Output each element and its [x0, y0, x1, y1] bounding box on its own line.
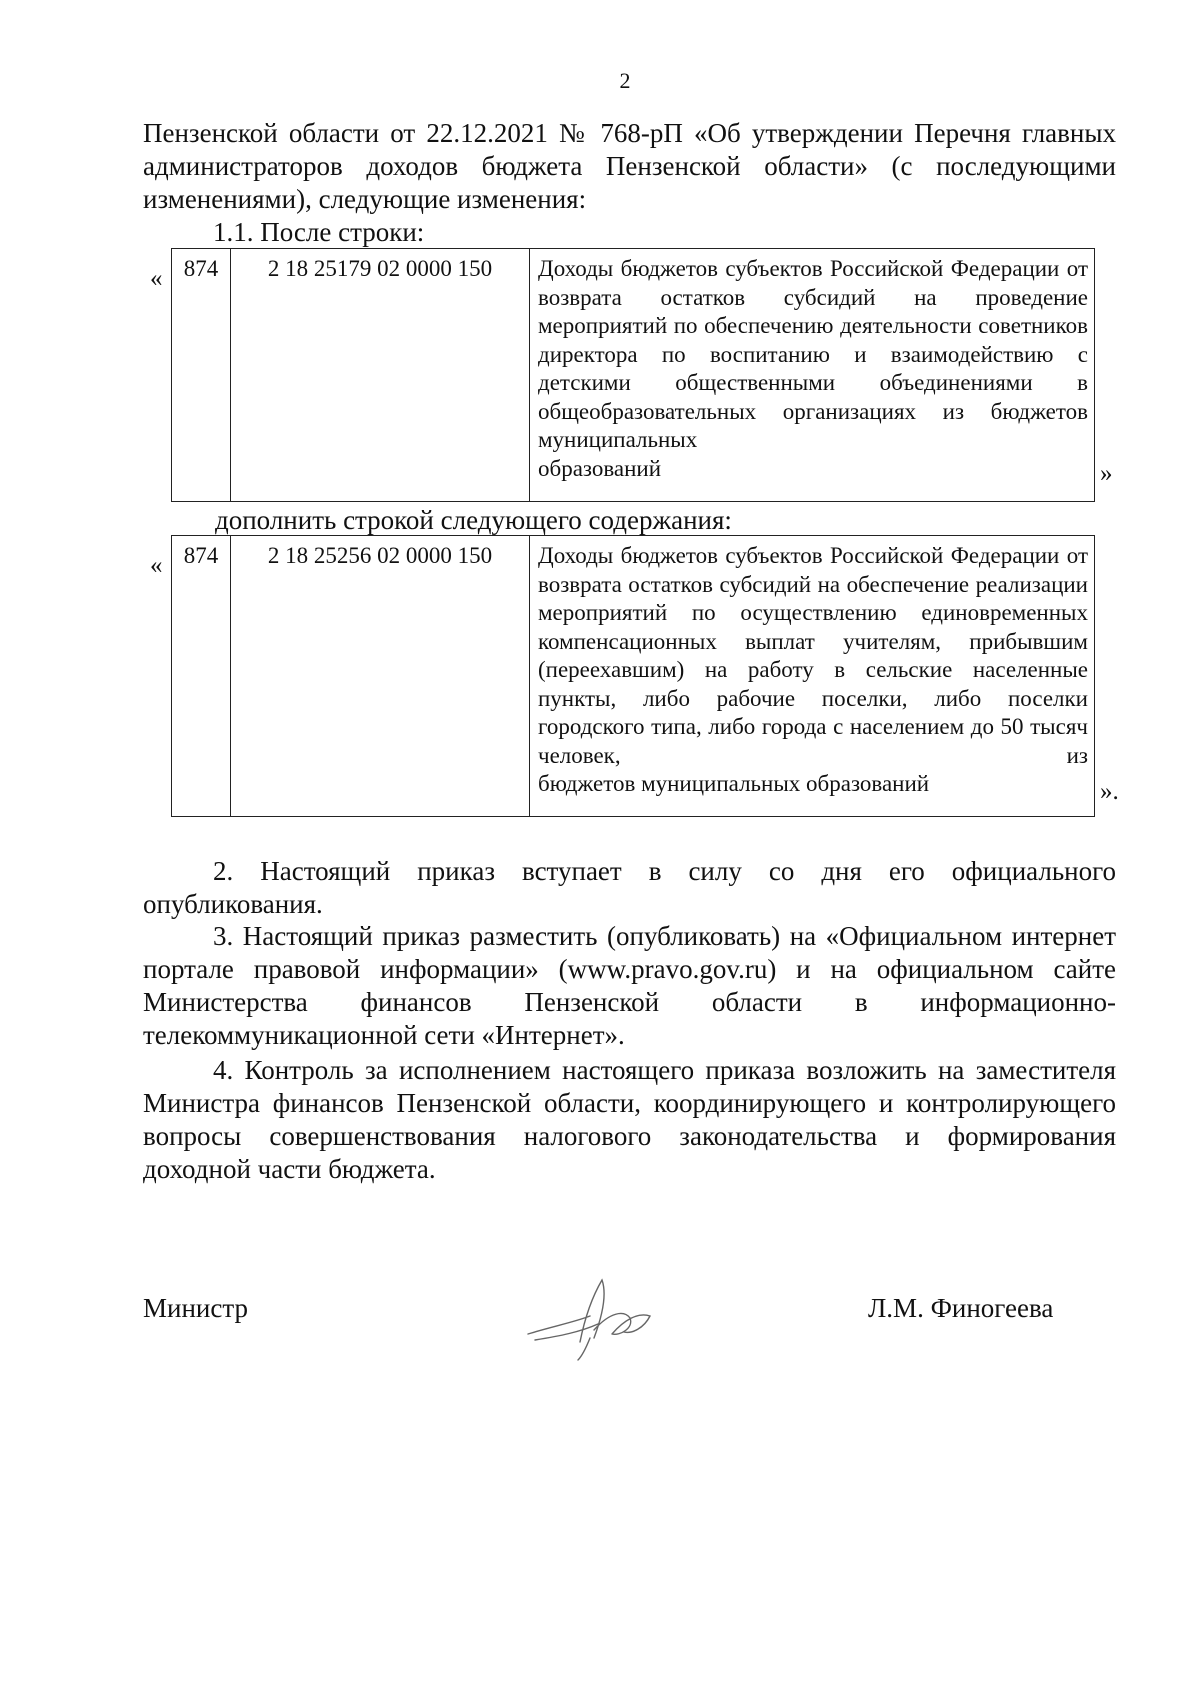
add-line-text: дополнить строкой следующего содержания:	[215, 505, 732, 535]
description-text: Доходы бюджетов субъектов Российской Федерации от возврата остатков субсидий на обеспечение реализации мероприятий по осуществлению единовременных компенсационных выплат учителям, прибывшим (переехавшим) на работу в сельские населенные пункты, либо рабочие поселки, либо поселки городского типа, либо города с населением до 50 тысяч человек, из	[538, 543, 1088, 768]
description-last-line: бюджетов муниципальных образований	[538, 771, 930, 796]
signature-image	[520, 1272, 660, 1362]
open-quote-1: «	[150, 265, 163, 292]
signatory-name: Л.М. Финогеева	[868, 1293, 1054, 1323]
kbk-code-cell: 2 18 25256 02 0000 150	[231, 536, 530, 817]
description-last-line: образований	[538, 455, 662, 481]
item-2-paragraph: 2. Настоящий приказ вступает в силу со дня его официального опубликования.	[143, 856, 1116, 919]
page-number: 2	[619, 68, 631, 93]
table-row-after	[171, 248, 1095, 502]
description-text: Доходы бюджетов субъектов Российской Федерации от возврата остатков субсидий на проведение мероприятий по обеспечению деятельности советников директора по воспитанию и взаимодействию с детскими общественными объединениями в общеобразовательных организациях из бюджетов муниципальных	[538, 256, 1088, 452]
admin-code-cell: 874	[172, 536, 231, 817]
item-3-paragraph: 3. Настоящий приказ разместить (опубликовать) на «Официальном интернет портале правовой информации» (www.pravo.gov.ru) и на официальном сайте Министерства финансов Пензенской области в информационно-телекоммуникационной сети «Интернет».	[143, 921, 1116, 1050]
open-quote-2: «	[150, 552, 163, 579]
close-quote-1: »	[1100, 460, 1113, 487]
intro-paragraph: Пензенской области от 22.12.2021 № 768-рП «Об утверждении Перечня главных администраторов доходов бюджета Пензенской области» (с последующими изменениями), следующие изменения:	[143, 118, 1116, 214]
description-cell	[530, 536, 1095, 817]
item-4-paragraph: 4. Контроль за исполнением настоящего приказа возложить на заместителя Министра финансов Пензенской области, координирующего и контролирующего вопросы совершенствования налогового законодательства и формирования доходной части бюджета.	[143, 1055, 1116, 1184]
description-cell	[530, 249, 1095, 502]
signatory-position: Министр	[143, 1293, 248, 1323]
close-quote-2: ».	[1100, 778, 1119, 805]
item-1-1-heading: 1.1. После строки:	[213, 217, 425, 247]
table-row-new	[171, 535, 1095, 817]
admin-code-cell: 874	[172, 249, 231, 502]
kbk-code-cell: 2 18 25179 02 0000 150	[231, 249, 530, 502]
